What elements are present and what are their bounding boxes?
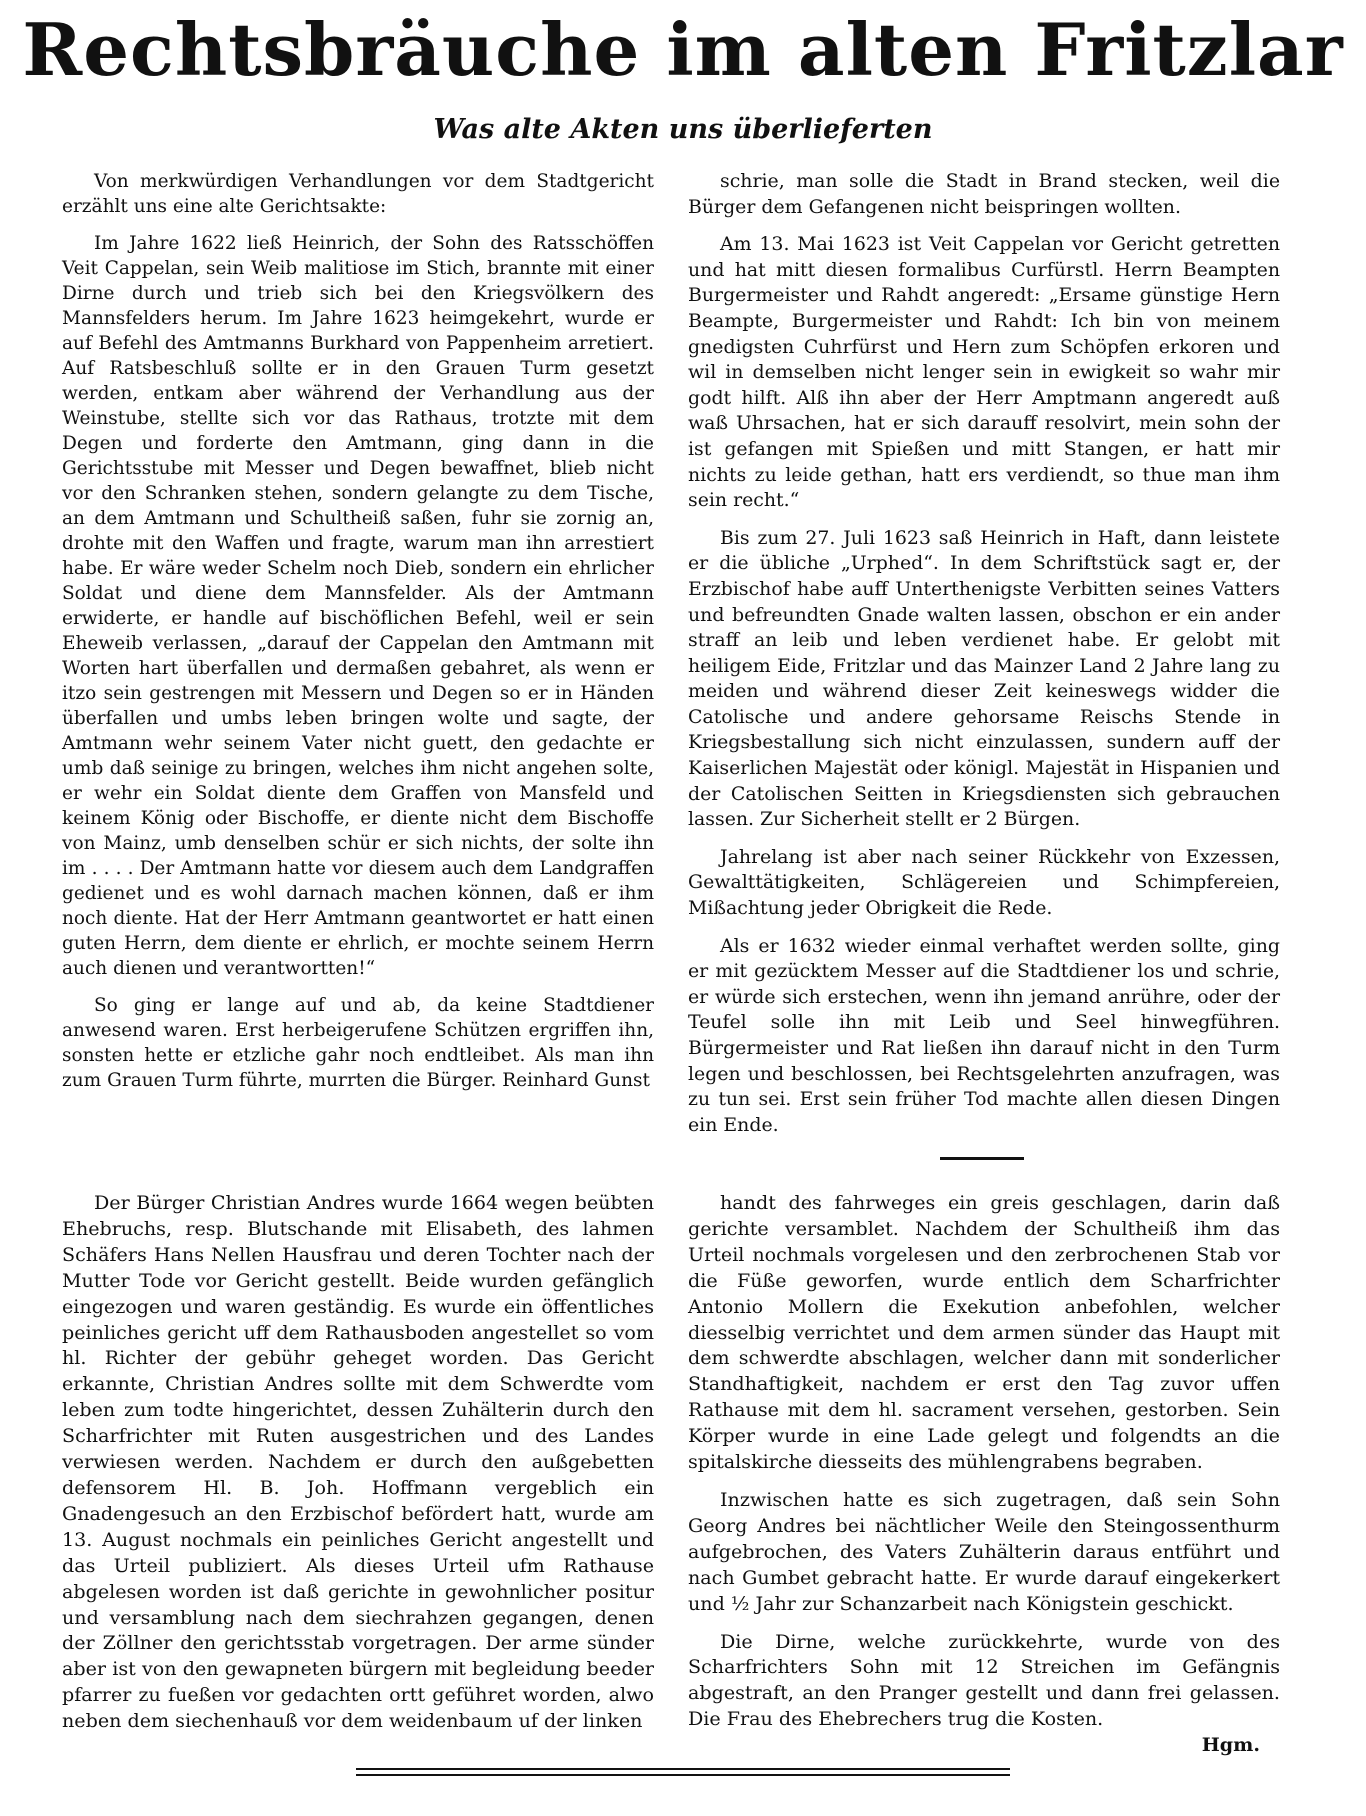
article-title: Rechtsbräuche im alten Fritzlar [22,7,1344,92]
paragraph: Von merkwürdigen Verhandlungen vor dem Stadtgericht erzählt uns eine alte Gerichtsakte: [62,171,654,217]
paragraph: Im Jahre 1622 ließ Heinrich, der Sohn des Ratsschöffen Veit Cappelan, sein Weib malitiose im Stich, brannte mit einer Dirne durch und trieb sich bei den Kriegsvölkern des Mannsfelders herum. Im Jahre 1623 heimgekehrt, wurde er auf Befehl des Amtmanns Burkhard von Pappenheim arretiert. Auf Ratsbeschluß sollte er in den Grauen Turm gesetzt werden, entkam aber während der Verhandlung aus der Weinstube, stellte sich vor das Rathaus, trotzte mit dem Degen und forderte den Amtmann, ging dann in die Gerichtsstube mit Messer und Degen bewaffnet, blieb nicht vor den Schranken stehen, sondern gelangte zu dem Tische, an dem Amtmann und Schultheiß saßen, fuhr sie zornig an, drohte mit den Waffen und fragte, warum man ihn arrestiert habe. Er wäre weder Schelm noch Dieb, sondern ein ehrlicher Soldat und diene dem Mannsfelder. Als der Amtmann erwiderte, er handle auf bischöflichen Befehl, weil er sein Eheweib verlassen, „darauf der Cappelan den Amtmann mit Worten hart überfallen und dermaßen gebahret, als wenn er itzo sein gestrengen mit Messern und Degen so er in Händen überfallen und umbs leben bringen wolte und sagte, der Amtmann wehr seinem Vater nicht guett, den gedachte er umb daß seinige zu bringen, welches ihm nicht angehen solte, er wehr ein Soldat diente dem Graffen von Mansfeld und keinem König oder Bischoffe, er diente nicht dem Bischoffe von Mainz, umb denselben schür er sich nichts, der solte ihn im . . . . Der Amtmann hatte vor diesem auch dem Landgraffen gedienet und es wohl darnach machen können, daß er ihm noch diente. Hat der Herr Amtmann geantwortet er hatt einen guten Herrn, dem diente er ehrlich, er mochte seinem Herrn auch dienen und verantwortten!“ [62,233,654,979]
paragraph: Die Dirne, welche zurückkehrte, wurde von des Scharfrichters Sohn mit 12 Streichen im Gefängnis abgestraft, an den Pranger gestellt und dann frei gelassen. Die Frau des Ehebrechers trug die Kosten. [688,1629,1280,1731]
paragraph: schrie, man solle die Stadt in Brand stecken, weil die Bürger dem Gefangenen nicht beispringen wollten. [688,170,1280,218]
section-separator [940,1157,1024,1160]
paragraph: Am 13. Mai 1623 ist Veit Cappelan vor Gericht getretten und hat mitt diesen formalibus Curfürstl. Herrn Beampten Burgermeister und Rahdt angeredt: „Ersame günstige Hern Beampte, Burgermeister und Rahdt: Ich bin von meinem gnedigsten Cuhrfürst und Hern zum Schöpfen erkoren und wil in demselben nicht lenger sein in ewigkeit so wahr mir godt hilft. Alß ihn aber der Herr Amptmann angeredt auß waß Uhrsachen, hat er sich darauff resolvirt, mein sohn der ist gefangen mit Spießen und mitt Stangen, er hatt mir nichts zu leide gethan, hatt ers verdiendt, so thue man ihm sein recht.“ [688,233,1280,512]
paragraph: Der Bürger Christian Andres wurde 1664 wegen beübten Ehebruchs, resp. Blutschande mit Elisabeth, des lahmen Schäfers Hans Nellen Hausfrau und deren Tochter nach der Mutter Tode vor Gericht gestellt. Beide wurden gefänglich eingezogen und waren geständig. Es wurde ein öffentliches peinliches gericht uff dem Rathausboden angestellet so vom hl. Richter der gebühr geheget worden. Das Gericht erkannte, Christian Andres sollte mit dem Schwerdte vom leben zum todte hingerichtet, dessen Zuhälterin durch den Scharfrichter mit Ruten ausgestrichen und des Landes verwiesen werden. Nachdem er durch den außgebetten defensorem Hl. B. Joh. Hoffmann vergeblich ein Gnadengesuch an den Erzbischof befördert hatt, wurde am 13. August nochmals ein peinliches Gericht angestellt und das Urteil publiziert. Als dieses Urteil ufm Rathause abgelesen worden ist daß gerichte in gewohnlicher positur und versamblung nach dem siechrahzen gegangen, denen der Zöllner den gerichtsstab vorgetragen. Der arme sünder aber ist von den gewapneten bürgern mit begleidung beeder pfarrer zu fueßen vor gedachten ortt geführet worden, alwo neben dem siechenhauß vor dem weidenbaum uf der linken [62,1191,654,1733]
paragraph: Als er 1632 wieder einmal verhaftet werden sollte, ging er mit gezücktem Messer auf die Stadtdiener los und schrie, er würde sich erstechen, wenn ihn jemand anrühre, oder der Teufel solle ihn mit Leib und Seel hinwegführen. Bürgermeister und Rat ließen ihn darauf nicht in den Turm legen und beschlossen, bei Rechtsgelehrten anzufragen, was zu tun sei. Erst sein früher Tod machte allen diesen Dingen ein Ende. [688,934,1280,1136]
paragraph: Inzwischen hatte es sich zugetragen, daß sein Sohn Georg Andres bei nächtlicher Weile den Steingossenthurm aufgebrochen, des Vaters Zuhälterin daraus entführt und nach Gumbet gebracht hatte. Er wurde darauf eingekerkert und ½ Jahr zur Schanzarbeit nach Königstein geschickt. [688,1487,1280,1615]
paragraph: handt des fahrweges ein greis geschlagen, darin daß gerichte versamblet. Nachdem der Schultheiß ihm das Urteil nochmals vorgelesen und den zerbrochenen Stab vor die Füße geworfen, wurde entlich dem Scharfrichter Antonio Mollern die Exekution anbefohlen, welcher diesselbig verrichtet und dem armen sünder das Haupt mit dem schwerdte abschlagen, welcher dann mit sonderlicher Standhaftigkeit, nachdem er erst den Tag zuvor uffen Rathause mit dem hl. sacrament versehen, gestorben. Sein Körper wurde in eine Lade gelegt und folgendts an die spitalskirche diesseits des mühlengrabens begraben. [688,1191,1280,1474]
article-subtitle: Was alte Akten uns überlieferten [433,114,933,145]
story1-column-left [62,169,654,1093]
story1-column-right [688,169,1280,1138]
paragraph: Jahrelang ist aber nach seiner Rückkehr von Exzessen, Gewalttätigkeiten, Schlägereien und Schimpfereien, Mißachtung jeder Obrigkeit die Rede. [688,845,1280,920]
paragraph: Bis zum 27. Juli 1623 saß Heinrich in Haft, dann leistete er die übliche „Urphed“. In dem Schriftstück sagt er, der Erzbischof habe auff Unterthenigste Verbitten seines Vatters und befreundten Gnade walten lassen, obschon er ein ander straff an leib und leben verdienet habe. Er gelobt mit heiligem Eide, Fritzlar und das Mainzer Land 2 Jahre lang zu meiden und während dieser Zeit keineswegs widder die Catolische und andere gehorsame Reischs Stende in Kriegsbestallung sich nicht einzulassen, sundern auff der Kaiserlichen Majestät oder königl. Majestät in Hispanien und der Catolischen Seitten in Kriegsdienstеn sich gebrauchen lassen. Zur Sicherheit stellt er 2 Bürgen. [688,526,1280,831]
author-signature: Hgm. [1201,1733,1260,1757]
story2-column-left [62,1190,654,1734]
story2-column-right [688,1190,1280,1758]
paragraph: So ging er lange auf und ab, da keine Stadtdiener anwesend waren. Erst herbeigerufene Schützen ergriffen ihn, sonsten hette er etzliche gahr noch endtleibet. Als man ihn zum Grauen Turm führte, murrten die Bürger. Reinhard Gunst [62,995,654,1091]
bottom-rule [356,1768,1010,1776]
